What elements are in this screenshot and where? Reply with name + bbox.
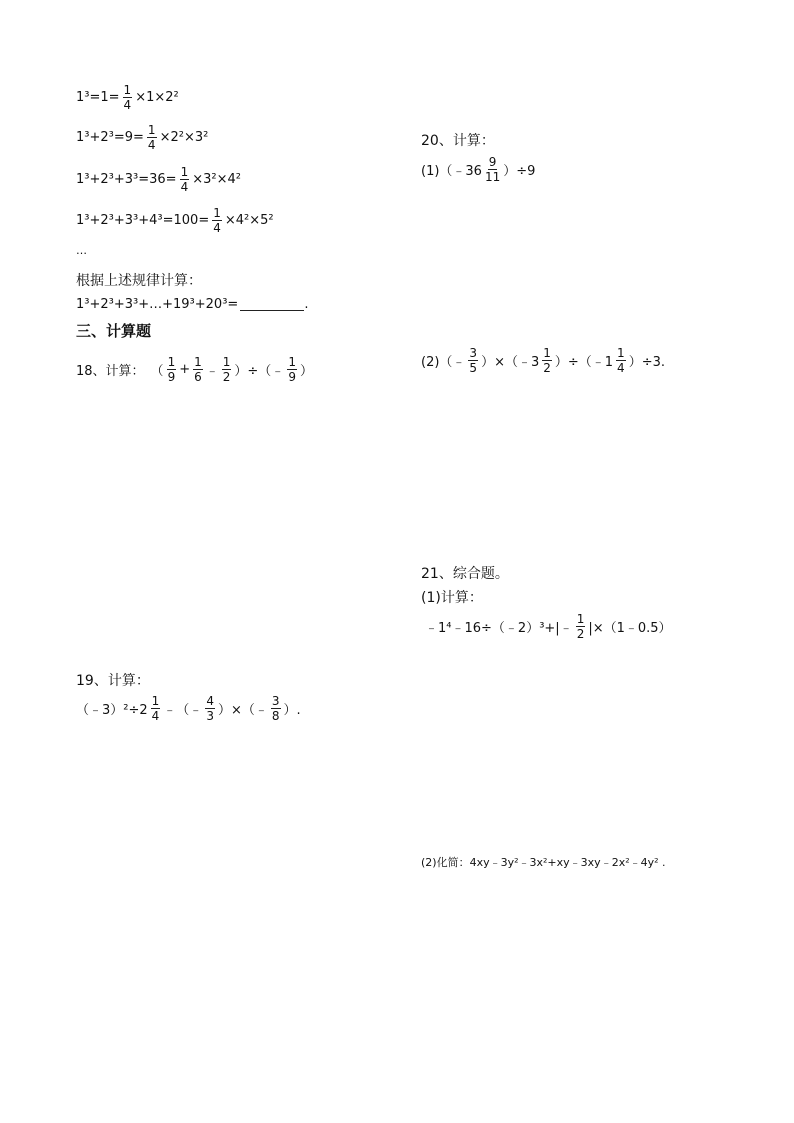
- fraction: $\frac{1}{4}$: [151, 694, 160, 723]
- fraction-one-quarter: $\frac{1}{4}$: [123, 83, 132, 112]
- pattern-line-1: [76, 84, 179, 111]
- fraction: $\frac{3}{8}$: [271, 694, 280, 723]
- pattern-line-2-rhs: ×2²×3²: [159, 130, 209, 145]
- fraction: $\frac{1}{9}$: [288, 355, 296, 384]
- fraction-one-quarter: $\frac{1}{4}$: [180, 165, 189, 194]
- question-18-label: 18、计算：: [76, 364, 145, 379]
- pattern-line-2: [76, 124, 208, 151]
- question-21-sub1: ﹣1⁴﹣16÷（﹣2）³+|﹣ $\frac{1}{2}$ |×（1﹣0.5）: [425, 612, 672, 641]
- fraction: $\frac{1}{6}$: [194, 355, 202, 384]
- question-21-sub1-label: (1)计算：: [421, 590, 483, 606]
- fraction: $\frac{1}{2}$: [543, 346, 551, 375]
- pattern-line-4-lhs: 1³+2³+3³+4³=100=: [76, 213, 210, 228]
- fraction: $\frac{1}{9}$: [167, 355, 176, 384]
- pattern-line-4-rhs: ×4²×5²: [224, 213, 274, 228]
- fraction: $\frac{1}{4}$: [617, 346, 625, 375]
- pattern-question-tail: .: [304, 297, 309, 312]
- fraction: $\frac{1}{2}$: [222, 355, 231, 384]
- fraction-one-quarter: $\frac{1}{4}$: [213, 206, 221, 235]
- ellipsis: …: [76, 244, 87, 257]
- question-19: （﹣3）²÷2 $\frac{1}{4}$ ﹣（﹣ $\frac{4}{3}$ ）×（﹣ $\frac{3}{8}$ ）.: [76, 694, 301, 723]
- pattern-question: [76, 297, 308, 312]
- fraction-one-quarter: $\frac{1}{4}$: [147, 123, 156, 152]
- question-19-label: 19、计算：: [76, 673, 150, 689]
- fraction: $\frac{4}{3}$: [206, 694, 214, 723]
- pattern-line-4: [76, 207, 274, 234]
- pattern-line-3-lhs: 1³+2³+3³=36=: [76, 172, 177, 187]
- fraction: $\frac{1}{2}$: [576, 612, 585, 641]
- question-20-part-1: (1)（﹣36 $\frac{9}{11}$ ）÷9: [421, 155, 536, 184]
- pattern-instruction: 根据上述规律计算：: [76, 273, 202, 289]
- pattern-line-3: [76, 166, 241, 193]
- pattern-line-1-lhs: 1³=1=: [76, 90, 120, 105]
- pattern-line-1-rhs: ×1×2²: [135, 90, 179, 105]
- question-21-label: 21、综合题。: [421, 566, 509, 582]
- question-21-sub2: (2)化简：4xy﹣3y²﹣3x²+xy﹣3xy﹣2x²﹣4y² .: [421, 856, 666, 869]
- fraction: $\frac{3}{5}$: [469, 346, 478, 375]
- fraction: $\frac{9}{11}$: [484, 155, 501, 184]
- question-20-part-2: (2)（﹣ $\frac{3}{5}$ ）×（﹣3 $\frac{1}{2}$ ）÷（﹣1 $\frac{1}{4}$ ）÷3.: [421, 346, 665, 375]
- pattern-line-2-lhs: 1³+2³=9=: [76, 130, 144, 145]
- pattern-question-text: 1³+2³+3³+…+19³+20³=: [76, 297, 239, 312]
- section-3-title: 三、计算题: [76, 322, 152, 340]
- answer-blank[interactable]: [240, 299, 304, 311]
- question-18: 18、计算： （ $\frac{1}{9}$ + $\frac{1}{6}$ ﹣ $\frac{1}{2}$ ）÷（﹣ $\frac{1}{9}$ ）: [76, 355, 313, 384]
- question-20-label: 20、计算：: [421, 133, 495, 149]
- pattern-line-3-rhs: ×3²×4²: [192, 172, 241, 187]
